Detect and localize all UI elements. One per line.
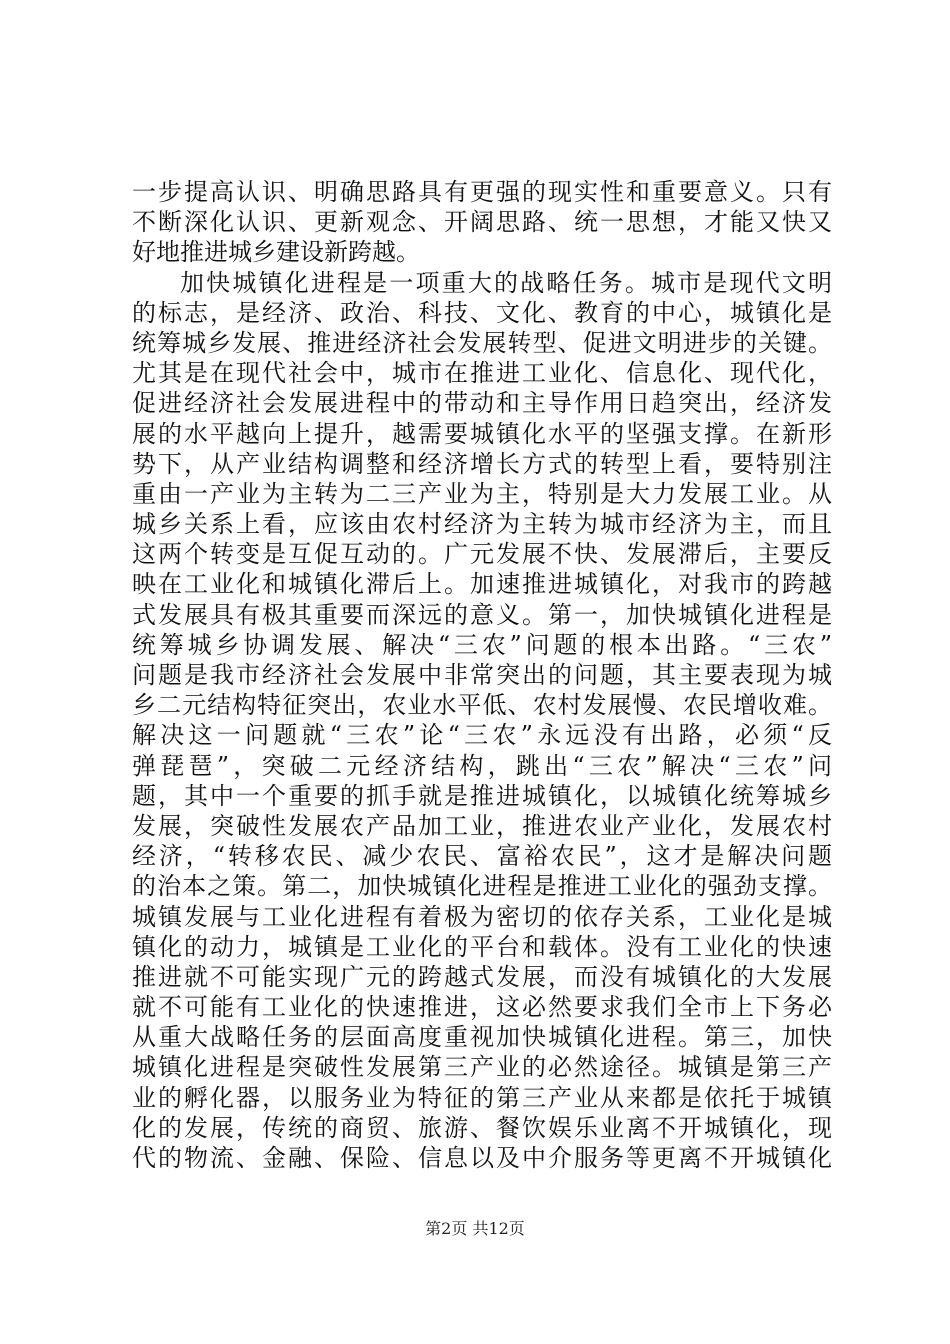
text-line: 的标志，是经济、政治、科技、文化、教育的中心，城镇化是 — [132, 298, 832, 327]
text-line: 统筹城乡发展、推进经济社会发展转型、促进文明进步的关键。 — [132, 328, 832, 357]
text-line: 镇化的动力，城镇是工业化的平台和载体。没有工业化的快速 — [132, 932, 832, 961]
page-number-label: 第2页 共12页 — [425, 1219, 525, 1238]
text-line: 加快城镇化进程是一项重大的战略任务。城市是现代文明 — [180, 268, 832, 297]
text-line: 发展，突破性发展农产品加工业，推进农业产业化，发展农村 — [132, 811, 832, 840]
text-line: 促进经济社会发展进程中的带动和主导作用日趋突出，经济发 — [132, 389, 832, 418]
text-line: 化的发展，传统的商贸、旅游、餐饮娱乐业离不开城镇化，现 — [132, 1113, 832, 1142]
text-line: 问题是我市经济社会发展中非常突出的问题，其主要表现为城 — [132, 661, 832, 689]
body-text — [132, 177, 832, 1173]
text-line: 城镇发展与工业化进程有着极为密切的依存关系，工业化是城 — [132, 902, 832, 931]
text-line: 弹琵琶”，突破二元经济结构，跳出“三农”解决“三农”问 — [132, 751, 832, 780]
text-line: 重由一产业为主转为二三产业为主，特别是大力发展工业。从 — [132, 479, 832, 508]
text-line: 代的物流、金融、保险、信息以及中介服务等更离不开城镇化 — [132, 1144, 832, 1172]
text-line: 不断深化认识、更新观念、开阔思路、统一思想，才能又快又 — [132, 208, 832, 237]
text-line: 这两个转变是互促互动的。广元发展不快、发展滞后，主要反 — [132, 540, 832, 569]
page-footer — [0, 1216, 950, 1239]
text-line: 城镇化进程是突破性发展第三产业的必然途径。城镇是第三产 — [132, 1053, 832, 1082]
text-line: 题，其中一个重要的抓手就是推进城镇化，以城镇化统筹城乡 — [132, 781, 832, 810]
text-line: 的治本之策。第二，加快城镇化进程是推进工业化的强劲支撑。 — [132, 872, 832, 901]
text-line: 展的水平越向上提升，越需要城镇化水平的坚强支撑。在新形 — [132, 419, 832, 448]
text-line: 解决这一问题就“三农”论“三农”永远没有出路，必须“反 — [132, 721, 832, 750]
text-line: 乡二元结构特征突出，农业水平低、农村发展慢、农民增收难。 — [132, 691, 832, 720]
text-line: 推进就不可能实现广元的跨越式发展，而没有城镇化的大发展 — [132, 962, 832, 991]
text-line: 统筹城乡协调发展、解决“三农”问题的根本出路。“三农” — [132, 630, 832, 659]
text-line: 城乡关系上看，应该由农村经济为主转为城市经济为主，而且 — [132, 510, 832, 539]
text-line: 从重大战略任务的层面高度重视加快城镇化进程。第三，加快 — [132, 1023, 832, 1052]
text-line: 尤其是在现代社会中，城市在推进工业化、信息化、现代化， — [132, 359, 832, 388]
text-line: 经济，“转移农民、减少农民、富裕农民”，这才是解决问题 — [132, 842, 832, 871]
text-line: 业的孵化器，以服务业为特征的第三产业从来都是依托于城镇 — [132, 1083, 832, 1112]
text-line: 映在工业化和城镇化滞后上。加速推进城镇化，对我市的跨越 — [132, 570, 832, 599]
text-line: 就不可能有工业化的快速推进，这必然要求我们全市上下务必 — [132, 993, 832, 1022]
text-line: 一步提高认识、明确思路具有更强的现实性和重要意义。只有 — [132, 178, 832, 206]
text-line: 好地推进城乡建设新跨越。 — [132, 238, 420, 267]
text-line: 式发展具有极其重要而深远的意义。第一，加快城镇化进程是 — [132, 600, 832, 629]
text-line: 势下，从产业结构调整和经济增长方式的转型上看，要特别注 — [132, 449, 832, 478]
